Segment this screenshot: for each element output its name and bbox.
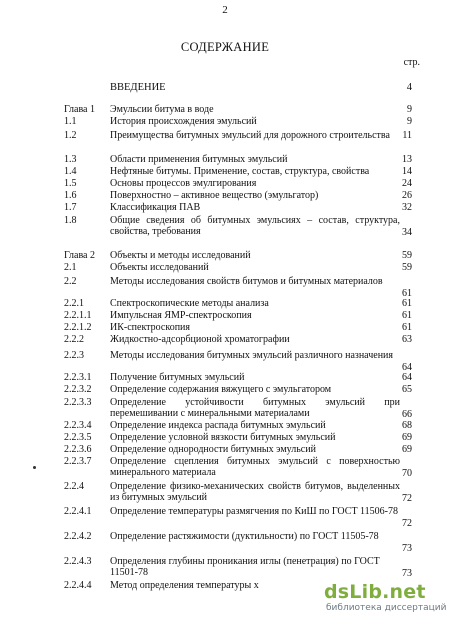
toc-entry	[0, 556, 450, 578]
toc-entry-number: 1.6	[64, 190, 77, 201]
toc-entry	[0, 322, 450, 333]
toc-entry-number: 2.2	[64, 276, 77, 287]
toc-entry	[0, 154, 450, 165]
toc-entry-title: Классификация ПАВ	[110, 202, 201, 213]
page-title: СОДЕРЖАНИЕ	[180, 40, 270, 54]
toc-entry	[0, 276, 450, 298]
toc-entry-number: 2.2.3.7	[64, 456, 92, 467]
watermark	[324, 581, 447, 615]
toc-entry	[0, 116, 450, 127]
toc-entry-number: 1.3	[64, 154, 77, 165]
toc-entry-title: Поверхностно – активное вещество (эмульгатор)	[110, 190, 319, 201]
watermark-logo: dsLib.net	[324, 581, 426, 603]
toc-entry-title: Определение физико-механических свойств битумов, выделенных из битумных эмульсий	[110, 481, 400, 503]
toc-entry-page: 14	[402, 166, 412, 177]
toc-entry	[0, 397, 450, 419]
toc-entry-number: 2.2.3.6	[64, 444, 92, 455]
toc-entry-page: 13	[402, 154, 412, 165]
toc-intro-page: 4	[406, 82, 412, 93]
toc-entry-number: Глава 1	[64, 104, 95, 115]
toc-entry-number: 2.2.3.3	[64, 397, 92, 408]
toc-entry-page: 73	[402, 568, 412, 579]
toc-entry-page: 63	[402, 334, 412, 345]
toc-entry-title: Общие сведения об битумных эмульсиях – состав, структура, свойства, требования	[110, 215, 400, 237]
toc-entry-number: 2.2.1.2	[64, 322, 92, 333]
toc-entry-title: Объекты и методы исследований	[110, 250, 251, 261]
margin-dot	[33, 466, 36, 469]
toc-entry-page: 69	[402, 444, 412, 455]
toc-entry-page: 64	[402, 362, 412, 373]
watermark-subtitle: библиотека диссертаций	[326, 603, 447, 613]
toc-entry-page: 69	[402, 432, 412, 443]
toc-entry-number: 1.7	[64, 202, 77, 213]
toc-entry-number: Глава 2	[64, 250, 95, 261]
toc-entry-title: Объекты исследований	[110, 262, 209, 273]
toc-intro-label: ВВЕДЕНИЕ	[110, 82, 166, 93]
toc-entry-page: 26	[402, 190, 412, 201]
toc-entry-title: Получение битумных эмульсий	[110, 372, 245, 383]
toc-entry	[0, 215, 450, 237]
toc-entry	[0, 481, 450, 503]
toc-entry-number: 2.2.4	[64, 481, 84, 492]
toc-entry-page: 61	[402, 298, 412, 309]
toc-entry-number: 2.2.4.2	[64, 531, 92, 542]
toc-entry-number: 2.2.3	[64, 350, 84, 361]
toc-entry-number: 1.5	[64, 178, 77, 189]
toc-entry	[0, 420, 450, 431]
toc-entry-title: Определение содержания вяжущего с эмульгатором	[110, 384, 332, 395]
toc-entry-number: 1.8	[64, 215, 77, 226]
toc-entry-page: 64	[402, 372, 412, 383]
toc-entry	[0, 384, 450, 395]
toc-entry-number: 2.1	[64, 262, 77, 273]
toc-entry	[0, 506, 450, 528]
toc-entry-page: 68	[402, 420, 412, 431]
toc-entry-title: Определение сцепления битумных эмульсий с поверхностью минерального материала	[110, 456, 400, 478]
toc-entry-page: 66	[402, 409, 412, 420]
toc-entry	[0, 202, 450, 213]
toc-entry-title: Определение условной вязкости битумных эмульсий	[110, 432, 336, 443]
toc-entry	[0, 310, 450, 321]
toc-entry-number: 2.2.1.1	[64, 310, 92, 321]
toc-entry-title: Нефтяные битумы. Применение, состав, структура, свойства	[110, 166, 370, 177]
toc-entry	[0, 104, 450, 115]
toc-entry-title: ИК-спектроскопия	[110, 322, 191, 333]
toc-entry-number: 2.2.4.4	[64, 580, 92, 591]
toc-entry	[0, 334, 450, 345]
toc-entry	[0, 432, 450, 443]
toc-entry-number: 2.2.1	[64, 298, 84, 309]
toc-entry	[0, 166, 450, 177]
toc-entry-title: Определение индекса распада битумных эмульсий	[110, 420, 326, 431]
toc-entry-number: 2.2.4.3	[64, 556, 92, 567]
toc-entry-title: Метод определения температуры х	[110, 580, 259, 591]
toc-entry-page: 9	[407, 116, 412, 127]
toc-entry-number: 2.2.3.5	[64, 432, 92, 443]
toc-entry-page: 24	[402, 178, 412, 189]
toc-entry-page: 59	[402, 262, 412, 273]
toc-entry-title: Спектроскопические методы анализа	[110, 298, 269, 309]
toc-entry-number: 2.2.4.1	[64, 506, 92, 517]
toc-entry-title: Импульсная ЯМР-спектроскопия	[110, 310, 252, 321]
toc-entry	[0, 178, 450, 189]
toc-entry-page: 61	[402, 322, 412, 333]
toc-entry	[0, 298, 450, 309]
toc-entry	[0, 372, 450, 383]
toc-entry-page: 72	[402, 493, 412, 504]
toc-entry-title: Определение растяжимости (дуктильности) по ГОСТ 11505-78	[110, 531, 379, 542]
toc-entry	[0, 262, 450, 273]
toc-entry-page: 61	[402, 288, 412, 299]
page-number: 2	[222, 4, 228, 16]
toc-entry-title: История происхождения эмульсий	[110, 116, 257, 127]
toc-entry-title: Определение температуры размягчения по КиШ по ГОСТ 11506-78	[110, 506, 399, 517]
toc-entry-title: Преимущества битумных эмульсий для дорожного строительства	[110, 130, 390, 141]
toc-entry-title: Методы исследования битумных эмульсий различного назначения	[110, 350, 393, 361]
toc-entry	[0, 531, 450, 553]
toc-entry-title: Основы процессов эмулгирования	[110, 178, 257, 189]
toc-entry	[0, 190, 450, 201]
toc-entry-number: 2.2.3.2	[64, 384, 92, 395]
toc-entry-page: 70	[402, 468, 412, 479]
toc-entry-number: 2.2.2	[64, 334, 84, 345]
page-column-header: стр.	[403, 57, 420, 68]
toc-entry-number: 2.2.3.1	[64, 372, 92, 383]
toc-entry	[0, 456, 450, 478]
toc-entry-page: 59	[402, 250, 412, 261]
toc-entry-page: 9	[407, 104, 412, 115]
toc-entry-page: 73	[402, 543, 412, 554]
toc-entry-title: Эмульсии битума в воде	[110, 104, 214, 115]
toc-entry	[0, 130, 450, 152]
toc-entry	[0, 444, 450, 455]
toc-entry-title: Определение устойчивости битумных эмульсий при перемешивании с минеральными материалами	[110, 397, 400, 419]
toc-entry	[0, 250, 450, 261]
toc-entry-page: 34	[402, 227, 412, 238]
toc-entry-page: 61	[402, 310, 412, 321]
toc-entry-page: 65	[402, 384, 412, 395]
toc-entry-page: 11	[402, 130, 412, 141]
toc-entry-number: 1.1	[64, 116, 77, 127]
toc-entry-title: Определение однородности битумных эмульсий	[110, 444, 316, 455]
toc-entry	[0, 350, 450, 372]
toc-entry-title: Жидкостно-адсорбционой хроматографии	[110, 334, 290, 345]
toc-entry-title: Определения глубины проникания иглы (пенетрация) по ГОСТ 11501-78	[110, 556, 380, 578]
toc-entry-number: 1.2	[64, 130, 77, 141]
toc-entry-page: 72	[402, 518, 412, 529]
toc-entry-number: 1.4	[64, 166, 77, 177]
toc-entry-title: Области применения битумных эмульсий	[110, 154, 288, 165]
toc-entry-number: 2.2.3.4	[64, 420, 92, 431]
toc-entry-title: Методы исследования свойств битумов и битумных материалов	[110, 276, 383, 287]
toc-entry-page: 32	[402, 202, 412, 213]
